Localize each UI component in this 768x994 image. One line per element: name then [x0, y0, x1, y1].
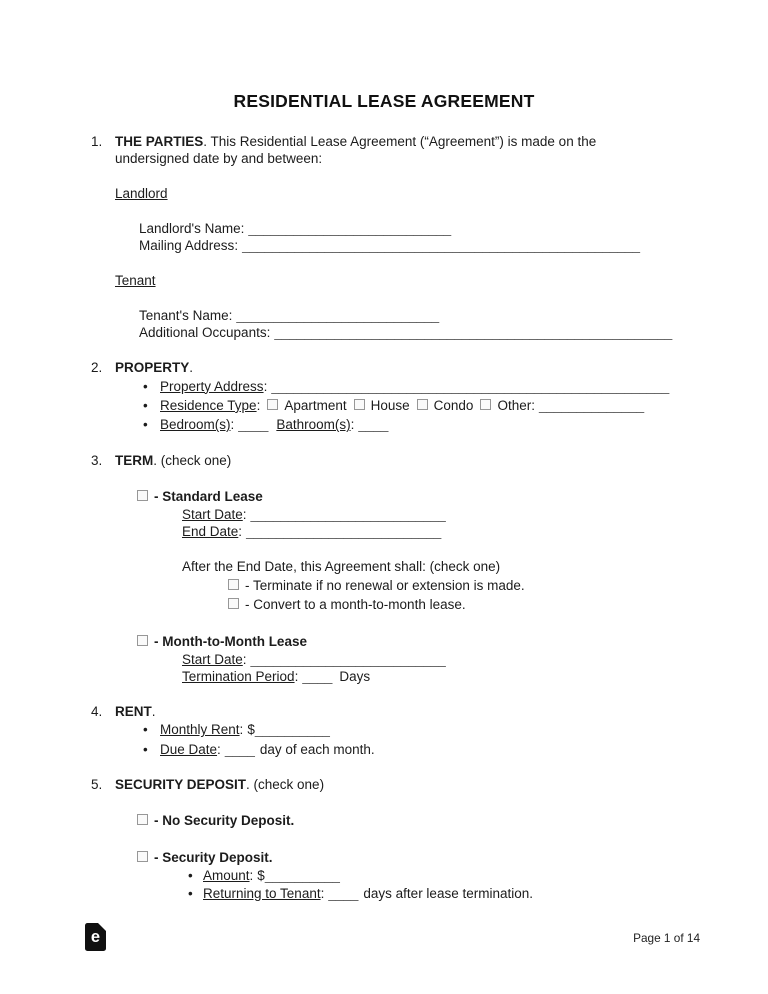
- section-term-rest: . (check one): [153, 452, 232, 468]
- section-parties-heading: THE PARTIES: [115, 134, 204, 149]
- end-date-blank[interactable]: __________________________: [246, 524, 442, 540]
- security-deposit-checkbox[interactable]: [137, 851, 148, 862]
- other-option-label: Other:: [497, 397, 535, 413]
- condo-option-label: Condo: [433, 397, 474, 413]
- security-deposit-label: - Security Deposit.: [154, 849, 273, 865]
- other-checkbox[interactable]: [480, 399, 491, 410]
- returning-blank[interactable]: ____: [328, 885, 359, 901]
- property-address-item: [139, 377, 700, 396]
- section-term-heading-row: [115, 452, 700, 469]
- mailing-address-blank[interactable]: _____________________________________________________: [242, 238, 641, 254]
- m2m-start-date-label: Start Date: [182, 651, 243, 667]
- bathrooms-label: Bathroom(s): [276, 417, 351, 433]
- start-date-blank[interactable]: __________________________: [250, 506, 446, 522]
- house-checkbox[interactable]: [354, 399, 365, 410]
- section-security-deposit-rest: . (check one): [246, 777, 325, 793]
- amount-line: Amount: $__________: [203, 868, 340, 884]
- section-security-deposit-heading-row: [115, 776, 700, 793]
- section-parties-intro: [115, 133, 663, 168]
- section-term: [91, 452, 700, 469]
- termination-days-label: Days: [339, 669, 371, 685]
- section-rent-rest: .: [151, 704, 156, 720]
- section-security-deposit-heading: SECURITY DEPOSIT: [115, 777, 247, 793]
- bedrooms-bathrooms-line: Bedroom(s): ____ Bathroom(s): ____: [160, 417, 389, 433]
- month-to-month-checkbox[interactable]: [137, 635, 148, 646]
- tenant-name-blank[interactable]: ___________________________: [236, 308, 440, 323]
- convert-label: - Convert to a month-to-month lease.: [245, 596, 466, 612]
- section-term-number: 3.: [91, 452, 103, 468]
- due-date-blank[interactable]: ____: [224, 741, 255, 757]
- terminate-checkbox[interactable]: [228, 579, 239, 590]
- residence-type-label: Residence Type: [160, 397, 257, 413]
- start-date-label: Start Date: [182, 506, 243, 522]
- amount-label: Amount: [203, 868, 250, 884]
- property-address-blank[interactable]: _____________________________________________________: [271, 378, 670, 394]
- m2m-start-date-blank[interactable]: __________________________: [250, 651, 446, 667]
- house-option-label: House: [370, 397, 410, 413]
- monthly-rent-blank[interactable]: __________: [254, 722, 330, 738]
- section-term-heading: TERM: [115, 452, 154, 468]
- due-date-item: [139, 740, 700, 759]
- tenant-name-label: Tenant's Name:: [139, 308, 233, 323]
- property-address-label: Property Address: [160, 378, 264, 394]
- bullet-icon: •: [143, 397, 148, 413]
- mailing-address-row: [139, 237, 700, 254]
- tenant-heading: Tenant: [115, 273, 156, 289]
- m2m-start-date-row: Start Date: __________________________: [182, 651, 446, 667]
- section-property-heading: PROPERTY: [115, 360, 190, 376]
- other-blank[interactable]: ______________: [538, 397, 645, 413]
- section-parties-intro-line1: . This Residential Lease Agreement (“Agreement”) is made on the: [203, 134, 597, 149]
- dollar-sign: $: [247, 722, 255, 738]
- property-address-line: Property Address: _____________________________________________________: [160, 378, 670, 394]
- end-date-label: End Date: [182, 524, 239, 540]
- mailing-address-label: Mailing Address:: [139, 238, 239, 254]
- apartment-checkbox[interactable]: [267, 399, 278, 410]
- section-security-deposit: [91, 776, 700, 793]
- due-date-line: Due Date: ____ day of each month.: [160, 741, 375, 757]
- month-to-month-option: [137, 632, 700, 651]
- tenant-name-row: [139, 307, 700, 324]
- no-security-deposit-label: - No Security Deposit.: [154, 813, 295, 829]
- month-to-month-label: - Month-to-Month Lease: [154, 633, 307, 649]
- page-title: RESIDENTIAL LEASE AGREEMENT: [233, 91, 535, 111]
- amount-blank[interactable]: __________: [264, 868, 340, 884]
- section-rent-heading: RENT: [115, 704, 152, 720]
- end-date-row: End Date: __________________________: [182, 524, 442, 540]
- bullet-icon: •: [188, 868, 193, 884]
- page-number: Page 1 of 14: [633, 931, 700, 945]
- additional-occupants-blank[interactable]: _____________________________________________________: [274, 325, 673, 341]
- returning-line: Returning to Tenant: ____ days after lease termination.: [203, 885, 533, 901]
- standard-lease-option: [137, 487, 700, 506]
- security-deposit-option: [137, 848, 700, 867]
- terminate-option: [228, 576, 700, 595]
- no-security-deposit-option: [137, 811, 700, 830]
- bullet-icon: •: [143, 417, 148, 433]
- standard-lease-checkbox[interactable]: [137, 490, 148, 501]
- eforms-logo-letter: e: [90, 927, 101, 946]
- section-parties-intro-line2: undersigned date by and between:: [115, 151, 323, 167]
- bedrooms-blank[interactable]: ____: [238, 417, 269, 433]
- returning-suffix: days after lease termination.: [363, 885, 533, 901]
- section-property-rest: .: [189, 360, 194, 376]
- eforms-logo-icon: [85, 923, 106, 951]
- section-parties: [91, 133, 700, 168]
- returning-item: [186, 885, 700, 902]
- no-security-deposit-checkbox[interactable]: [137, 814, 148, 825]
- monthly-rent-item: [139, 720, 700, 739]
- dollar-sign: $: [257, 868, 265, 884]
- termination-period-row: Termination Period: ____ Days: [182, 669, 371, 685]
- convert-checkbox[interactable]: [228, 598, 239, 609]
- residence-type-item: [139, 396, 700, 415]
- bullet-icon: •: [143, 741, 148, 757]
- condo-checkbox[interactable]: [417, 399, 428, 410]
- section-property-number: 2.: [91, 360, 103, 376]
- section-rent-heading-row: [115, 703, 700, 720]
- monthly-rent-line: Monthly Rent: $__________: [160, 722, 330, 738]
- section-rent: [91, 703, 700, 720]
- termination-period-label: Termination Period: [182, 669, 295, 685]
- section-parties-number: 1.: [91, 134, 103, 149]
- landlord-name-row: [139, 220, 700, 237]
- standard-lease-label: - Standard Lease: [154, 488, 263, 504]
- monthly-rent-label: Monthly Rent: [160, 722, 240, 738]
- section-security-deposit-number: 5.: [91, 777, 103, 793]
- convert-option: [228, 595, 700, 614]
- amount-item: [186, 867, 700, 884]
- due-date-label: Due Date: [160, 741, 218, 757]
- additional-occupants-row: [139, 324, 700, 341]
- due-date-suffix: day of each month.: [259, 741, 375, 757]
- landlord-name-label: Landlord's Name:: [139, 221, 245, 236]
- bathrooms-blank[interactable]: ____: [358, 417, 389, 433]
- landlord-name-blank[interactable]: ___________________________: [248, 221, 452, 236]
- bullet-icon: •: [143, 722, 148, 738]
- termination-period-blank[interactable]: ____: [302, 669, 333, 685]
- bedrooms-bathrooms-item: [139, 415, 700, 434]
- section-property-heading-row: [115, 359, 700, 376]
- terminate-label: - Terminate if no renewal or extension is made.: [245, 577, 525, 593]
- residence-type-line: Residence Type: Apartment House Condo Other: ______________: [160, 397, 645, 413]
- section-rent-number: 4.: [91, 704, 103, 720]
- landlord-heading: Landlord: [115, 186, 168, 202]
- section-property: [91, 359, 700, 376]
- after-end-date-text: After the End Date, this Agreement shall: (check one): [182, 559, 501, 575]
- apartment-option-label: Apartment: [284, 397, 347, 413]
- bullet-icon: •: [188, 885, 193, 901]
- bedrooms-label: Bedroom(s): [160, 417, 231, 433]
- bullet-icon: •: [143, 378, 148, 394]
- returning-label: Returning to Tenant: [203, 885, 321, 901]
- standard-start-date-row: Start Date: __________________________: [182, 506, 446, 522]
- additional-occupants-label: Additional Occupants:: [139, 325, 271, 341]
